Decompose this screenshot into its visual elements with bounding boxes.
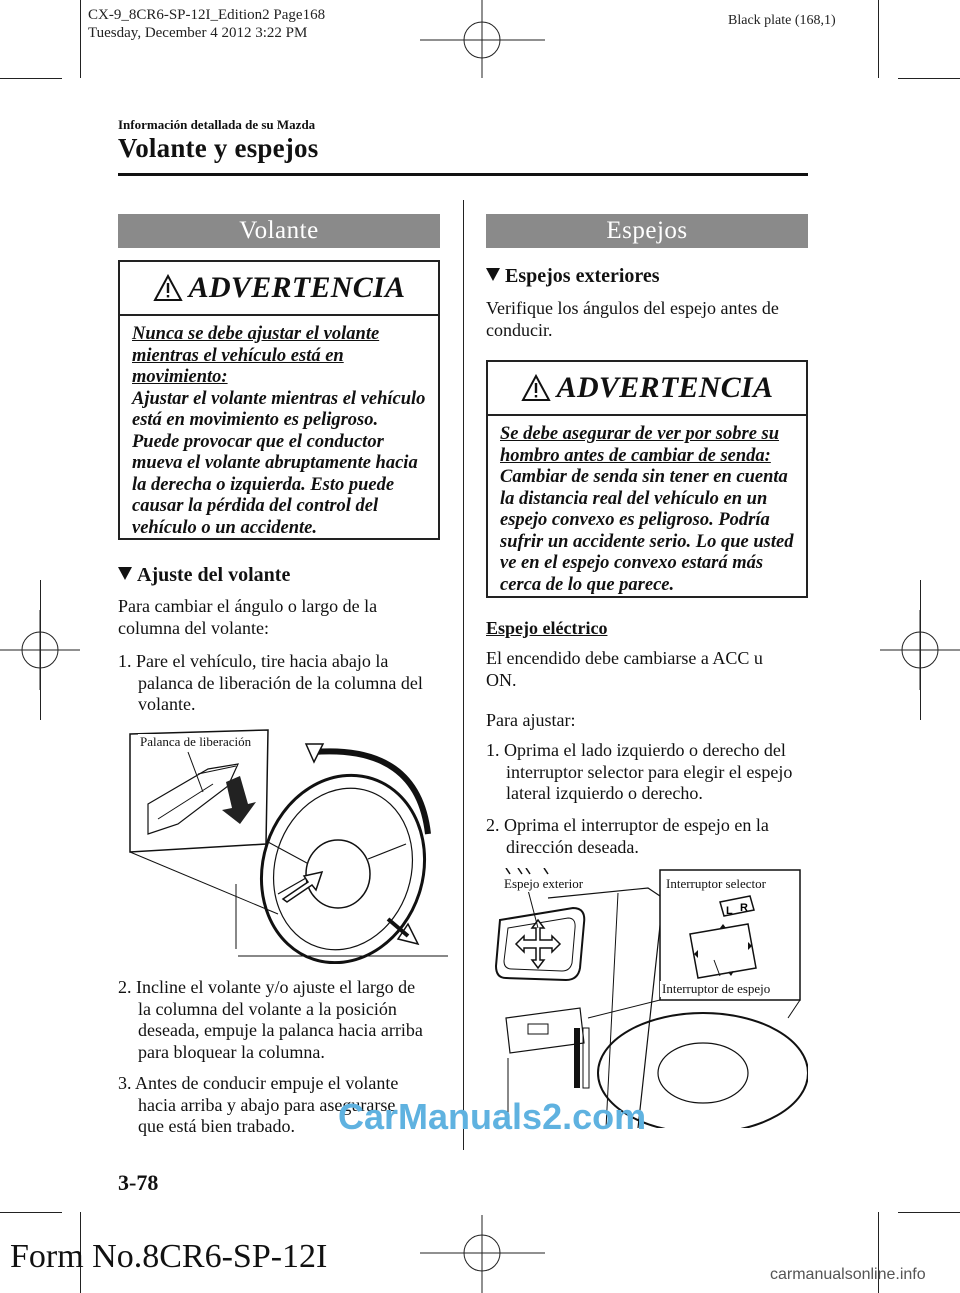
figure-mirror-controls (488, 868, 808, 1128)
warning-line: Se debe asegurar de ver por sobre su (500, 424, 780, 444)
selector-L: L (726, 905, 733, 917)
warning-line: mientras el vehículo está en (132, 345, 344, 366)
section-label: Información detallada de su Mazda (118, 117, 316, 132)
watermark-carmanuals2: CarManuals2.com (338, 1096, 647, 1137)
registration-mark-bottom (420, 1215, 545, 1293)
page-heading: Volante y espejos (118, 133, 319, 163)
warning-line: vehículo o un accidente. (132, 517, 317, 538)
warning-line: la distancia real del vehículo en un (500, 488, 768, 509)
mirror-illustration (488, 868, 808, 1128)
warning-title: ADVERTENCIA (556, 371, 774, 404)
date-info: Tuesday, December 4 2012 3:22 PM (88, 25, 308, 41)
banner-espejos: Espejos (486, 214, 808, 248)
crop-mark (898, 1212, 960, 1213)
warning-line: sufrir un accidente serio. Lo que usted (500, 531, 794, 552)
warning-line: hombro antes de cambiar de senda: (500, 445, 771, 466)
step-2-left: 2. Incline el volante y/o ajuste el largo de la columna del volante a la posición deseada, empuje la palanca hacia arriba para bloquear la columna. (118, 977, 423, 1062)
subhead-outer-mirrors: Espejos exteriores (486, 265, 660, 288)
step-1-left: 1. Pare el vehículo, tire hacia abajo la palanca de liberación de la columna del volante. (118, 651, 423, 714)
registration-mark-left (0, 600, 80, 700)
figure-label-outer-mirror: Espejo exterior (504, 876, 584, 891)
warning-box-steering (118, 260, 440, 540)
warning-line: la derecha o izquierda. Esto puede (132, 474, 395, 495)
heading-rule (118, 173, 808, 176)
crop-mark (80, 0, 81, 78)
step-1-right: 1. Oprima el lado izquierdo o derecho del interruptor selector para elegir el espejo lateral izquierdo o derecho. (486, 740, 793, 803)
figure-label-mirror-switch: Interruptor de espejo (662, 981, 771, 996)
file-info: CX-9_8CR6-SP-12I_Edition2 Page168 (88, 7, 326, 23)
warning-text (488, 416, 806, 606)
plate-info: Black plate (168,1) (728, 13, 836, 28)
selector-R: R (740, 902, 748, 914)
warning-line: cerca de lo que parece. (500, 574, 675, 595)
warning-line: causar la pérdida del control del (132, 496, 379, 516)
crop-mark (898, 78, 960, 79)
warning-box-mirrors (486, 360, 808, 598)
warning-line: Cambiar de senda sin tener en cuenta (500, 467, 788, 487)
warning-line: Nunca se debe ajustar el volante (132, 324, 380, 344)
intro-steering: Para cambiar el ángulo o largo de la columna del volante: (118, 596, 378, 638)
crop-mark (878, 0, 879, 78)
warning-line: Puede provocar que el conductor (132, 431, 384, 452)
warning-line: Ajustar el volante mientras el vehículo (132, 388, 426, 409)
warning-header (488, 362, 806, 416)
steering-illustration (118, 724, 448, 964)
warning-line: ve en el espejo convexo estará más (500, 553, 764, 573)
subhead-steering-adjust: Ajuste del volante (118, 564, 290, 587)
banner-volante: Volante (118, 214, 440, 248)
figure-label-release-lever: Palanca de liberación (140, 734, 252, 749)
intro-mirrors: Verifique los ángulos del espejo antes de conducir. (486, 298, 779, 340)
warning-text (120, 316, 438, 549)
warning-header (120, 262, 438, 316)
figure-label-selector-switch: Interruptor selector (666, 876, 766, 891)
adjust-label: Para ajustar: (486, 710, 576, 730)
warning-line: está en movimiento es peligroso. (132, 410, 379, 430)
warning-line: movimiento: (132, 367, 228, 387)
step-3-left: 3. Antes de conducir empuje el volante hacia arriba y abajo para asegurarse que está bien trabado. (118, 1073, 399, 1136)
triangle-bullet-icon (118, 567, 132, 580)
registration-mark-right (880, 600, 960, 700)
power-mirror-heading: Espejo eléctrico (486, 618, 608, 638)
ignition-note: El encendido debe cambiarse a ACC u ON. (486, 648, 763, 690)
warning-icon (521, 374, 551, 402)
watermark-carmanualsonline: carmanualsonline.info (770, 1266, 926, 1283)
page-number: 3-78 (118, 1170, 159, 1195)
form-number: Form No.8CR6-SP-12I (10, 1238, 328, 1275)
crop-mark (0, 1212, 62, 1213)
step-2-right: 2. Oprima el interruptor de espejo en la dirección deseada. (486, 815, 769, 857)
crop-mark (0, 78, 62, 79)
warning-title: ADVERTENCIA (188, 271, 406, 304)
warning-line: espejo convexo es peligroso. Podría (500, 510, 770, 530)
registration-mark-top (420, 0, 545, 78)
figure-steering-wheel (118, 724, 448, 964)
warning-icon (153, 274, 183, 302)
triangle-bullet-icon (486, 268, 500, 281)
warning-line: mueva el volante abruptamente hacia (132, 453, 418, 473)
